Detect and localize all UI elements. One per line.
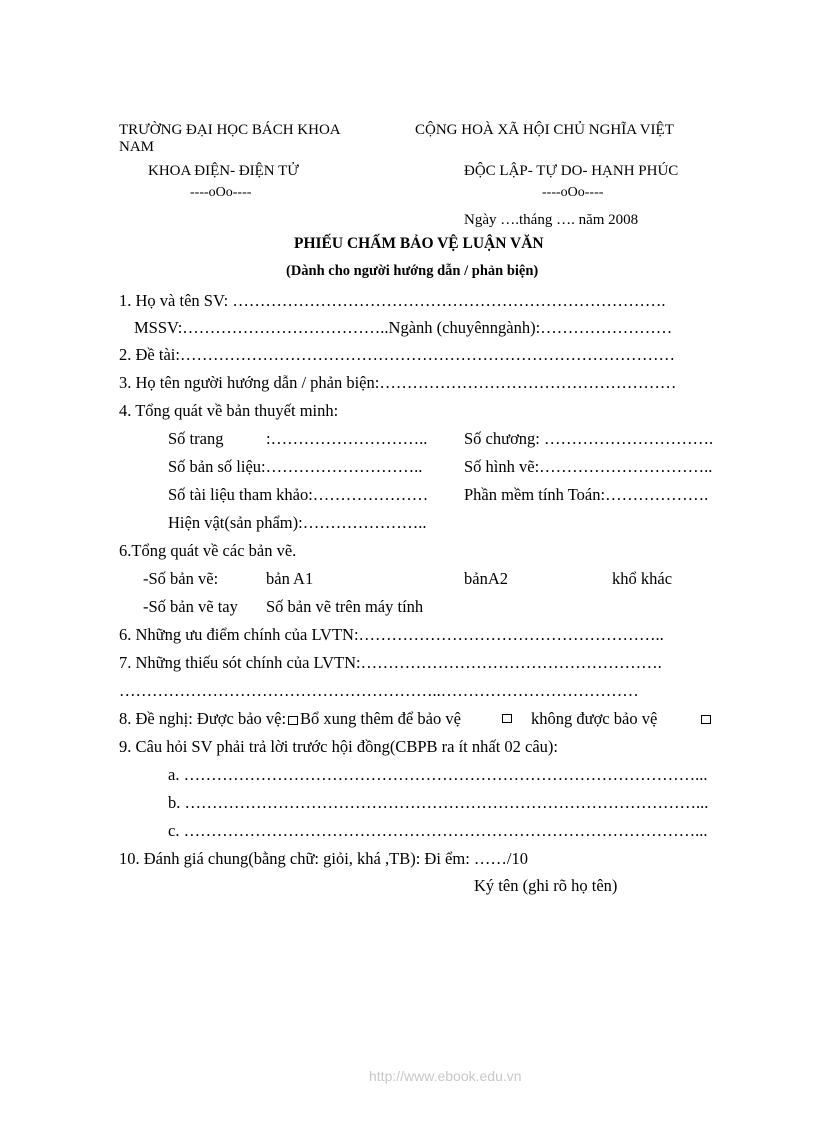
page-count-field: :……………………….. (266, 429, 428, 448)
strengths-field: 6. Những ưu điểm chính của LVTN:……………………………………………….. (119, 625, 664, 644)
questions-heading: 9. Câu hỏi SV phải trả lời trước hội đồng(CBPB ra ít nhất 02 câu): (119, 737, 558, 756)
topic-field: 2. Đề tài:……………………………………………………………………………… (119, 345, 675, 364)
question-c-field: c. …………………………………………………………………………………... (168, 821, 708, 840)
product-field: Hiện vật(sản phẩm):………………….. (168, 513, 427, 532)
recommendation-label: 8. Đề nghị: Được bảo vệ: (119, 709, 287, 728)
reject-option-label: không được bảo vệ (531, 709, 658, 728)
faculty-name: KHOA ĐIỆN- ĐIỆN TỬ (148, 163, 299, 179)
question-b-field: b. …………………………………………………………………………………... (168, 793, 709, 812)
drawing-count-label: -Số bản vẽ: (143, 569, 219, 588)
computer-drawing-label: Số bản vẽ trên máy tính (266, 597, 424, 616)
overall-grade-field: 10. Đánh giá chung(bằng chữ: giỏi, khá ,TB): Đi ểm: ……/10 (119, 849, 528, 868)
weaknesses-field: 7. Những thiếu sót chính của LVTN:………………………………………………. (119, 653, 662, 672)
question-a-field: a. …………………………………………………………………………………... (168, 765, 708, 784)
advisor-name-field: 3. Họ tên người hướng dẫn / phản biện:……………………………………………… (119, 373, 677, 392)
figure-count-field: Số hình vẽ:………………………….. (464, 457, 713, 476)
national-motto-line1: CỘNG HOÀ XÃ HỘI CHỦ NGHĨA VIỆT (415, 122, 674, 138)
hand-drawing-label: -Số bản vẽ tay (143, 597, 238, 616)
weaknesses-continuation: …………………………………………………..……………………………… (119, 681, 639, 700)
national-motto-line2: ĐỘC LẬP- TỰ DO- HẠNH PHÚC (464, 163, 679, 179)
school-name: TRƯỜNG ĐẠI HỌC BÁCH KHOA (119, 122, 341, 138)
revise-option-label: Bổ xung thêm để bảo vệ (300, 709, 461, 728)
reject-checkbox[interactable] (701, 715, 711, 724)
data-sheet-count-field: Số bản số liệu:……………………….. (168, 457, 423, 476)
school-name-wrap: NAM (119, 139, 155, 155)
signature-label: Ký tên (ghi rõ họ tên) (474, 876, 618, 895)
recommendation-row (119, 710, 461, 728)
date-line: Ngày ….tháng …. năm 2008 (464, 212, 639, 228)
other-size-label: khổ khác (612, 569, 673, 588)
chapter-count-field: Số chương: …………………………. (464, 429, 714, 448)
defend-checkbox[interactable] (288, 716, 298, 725)
report-overview-heading: 4. Tổng quát về bản thuyết minh: (119, 401, 339, 420)
reference-count-field: Số tài liệu tham khảo:………………… (168, 485, 429, 504)
revise-checkbox[interactable] (502, 714, 512, 723)
page-subtitle: (Dành cho người hướng dẫn / phản biện) (286, 263, 539, 279)
a2-sheet-label: bảnA2 (464, 569, 508, 588)
student-name-field: 1. Họ và tên SV: ……………………………………………………………………. (119, 291, 666, 310)
page-title: PHIẾU CHẤM BẢO VỆ LUẬN VĂN (294, 235, 544, 252)
watermark-url: http://www.ebook.edu.vn (369, 1068, 522, 1084)
right-ornament: ----oOo---- (542, 185, 604, 200)
mssv-major-field: MSSV:………………………………..Ngành (chuyênngành):…………………… (134, 318, 673, 337)
software-field: Phần mềm tính Toán:………………. (464, 485, 709, 504)
page-count-label: Số trang (168, 429, 224, 448)
left-ornament: ----oOo---- (190, 185, 252, 200)
drawings-overview-heading: 6.Tổng quát về các bản vẽ. (119, 541, 297, 560)
a1-sheet-label: bản A1 (266, 569, 314, 588)
